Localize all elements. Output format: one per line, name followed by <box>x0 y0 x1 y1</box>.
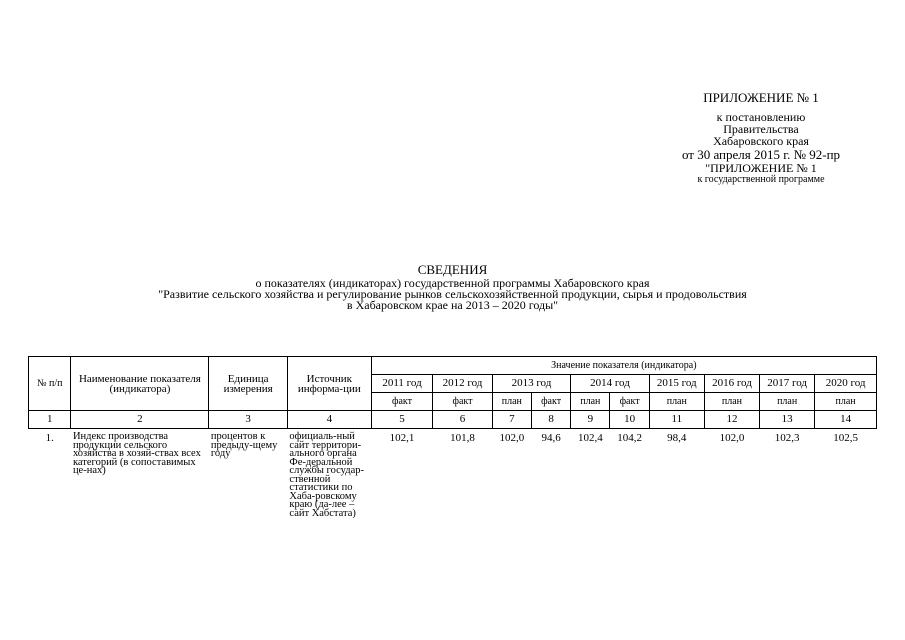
header-type: факт <box>610 393 649 411</box>
appendix-line: Хабаровского края <box>713 134 809 148</box>
header-source: Источник информа-ции <box>287 357 371 411</box>
column-number: 10 <box>610 411 649 429</box>
row-value: 94,6 <box>541 432 561 444</box>
appendix-program-ref: к государственной программе <box>697 174 825 185</box>
column-number: 11 <box>649 411 704 429</box>
header-type: план <box>649 393 704 411</box>
heading-line: "Развитие сельского хозяйства и регулирование рынков сельскохозяйственной продукции, сырья и продовольствия <box>158 287 747 301</box>
column-number: 13 <box>760 411 815 429</box>
document-title: СВЕДЕНИЯ <box>417 262 488 277</box>
header-year: 2011 год <box>371 375 433 393</box>
column-number: 9 <box>571 411 610 429</box>
header-type: план <box>815 393 877 411</box>
appendix-block <box>620 90 902 185</box>
header-num: № п/п <box>29 357 71 411</box>
appendix-quoted-title: "ПРИЛОЖЕНИЕ № 1 <box>705 161 817 175</box>
row-indicator-name: Индекс производства продукции сельского хозяйства в хозяй-ствах всех категорий (в сопоставимых це-нах) <box>72 431 201 476</box>
header-year: 2013 год <box>492 375 571 393</box>
column-number: 14 <box>815 411 877 429</box>
header-year: 2020 год <box>815 375 877 393</box>
row-value: 102,0 <box>499 432 525 444</box>
header-type: факт <box>433 393 492 411</box>
indicators-table <box>28 356 877 518</box>
row-value: 101,8 <box>450 432 475 444</box>
row-value: 102,0 <box>719 432 745 444</box>
header-year: 2012 год <box>433 375 492 393</box>
row-value: 102,1 <box>389 432 415 444</box>
appendix-line: к постановлению <box>716 110 806 124</box>
row-num: 1. <box>45 432 54 444</box>
row-source: официаль-ный сайт территори-ального органа Фе-деральной службы государ-ственной статистики по Хаба-ровскому краю (да-лее – сайт Хабстата) <box>289 431 364 518</box>
header-type: план <box>704 393 759 411</box>
column-number: 6 <box>433 411 492 429</box>
column-number: 7 <box>492 411 531 429</box>
heading-line: о показателях (индикаторах) государственной программы Хабаровского края <box>255 276 650 290</box>
column-number: 12 <box>704 411 759 429</box>
column-number: 1 <box>29 411 71 429</box>
row-value: 102,4 <box>577 432 603 444</box>
row-value: 102,3 <box>774 432 800 444</box>
appendix-title: ПРИЛОЖЕНИЕ № 1 <box>703 90 819 105</box>
header-type: план <box>492 393 531 411</box>
column-number: 8 <box>531 411 570 429</box>
header-year: 2017 год <box>760 375 815 393</box>
column-number: 2 <box>71 411 209 429</box>
column-number: 5 <box>371 411 433 429</box>
header-type: план <box>760 393 815 411</box>
appendix-line: от 30 апреля 2015 г. № 92-пр <box>681 147 841 162</box>
header-type: факт <box>371 393 433 411</box>
header-unit: Единица измерения <box>209 357 288 411</box>
row-value: 102,5 <box>833 432 858 444</box>
header-year: 2014 год <box>571 375 650 393</box>
row-value: 104,2 <box>617 432 642 444</box>
column-number: 3 <box>209 411 288 429</box>
header-type: факт <box>531 393 570 411</box>
appendix-line: Правительства <box>723 122 799 136</box>
row-value: 98,4 <box>667 432 687 444</box>
column-number: 4 <box>287 411 371 429</box>
header-value-group: Значение показателя (индикатора) <box>371 357 876 375</box>
table-row <box>29 429 877 519</box>
header-name: Наименование показателя (индикатора) <box>71 357 209 411</box>
header-year: 2015 год <box>649 375 704 393</box>
header-type: план <box>571 393 610 411</box>
heading-line: в Хабаровском крае на 2013 – 2020 годы" <box>346 298 559 312</box>
row-unit: процентов к предыду-щему году <box>210 431 278 459</box>
header-year: 2016 год <box>704 375 759 393</box>
document-heading <box>0 262 905 311</box>
